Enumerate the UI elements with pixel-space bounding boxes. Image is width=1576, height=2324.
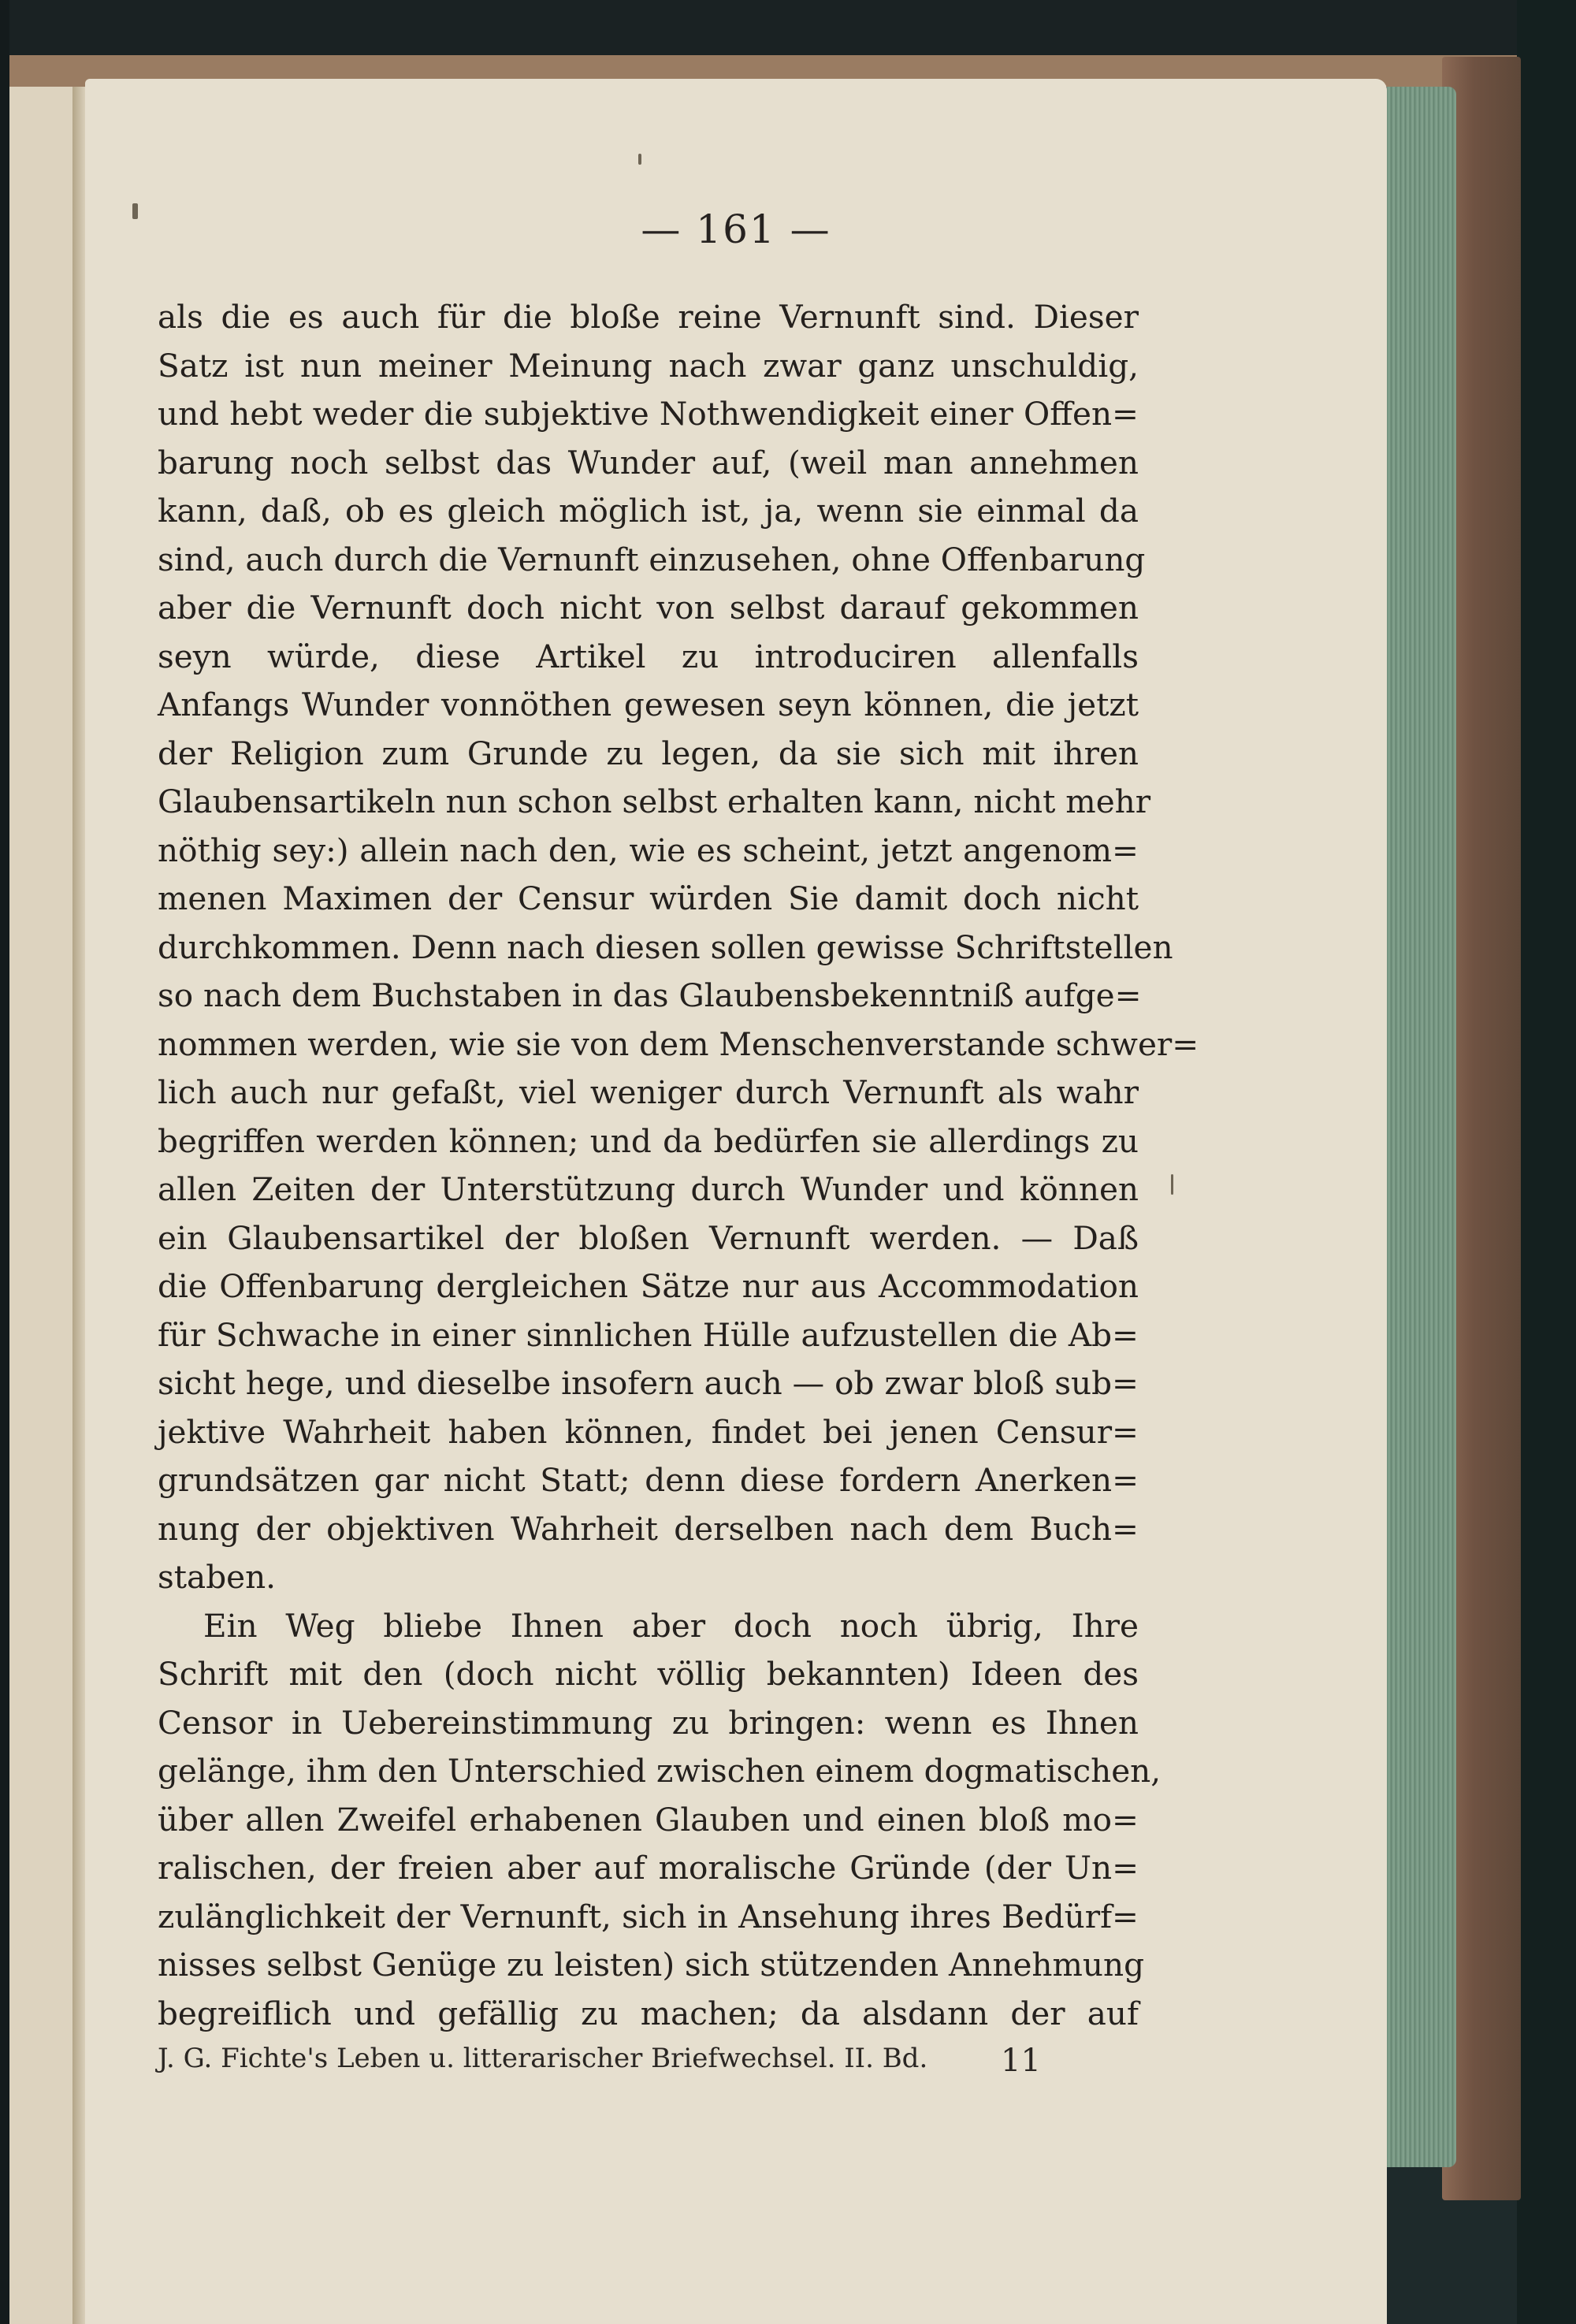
text-line: nommen werden, wie sie von dem Menschenverstande schwer= xyxy=(158,1024,1199,1063)
text-line: seyn würde, diese Artikel zu introduciren allenfalls xyxy=(158,637,1139,675)
page-block-edge xyxy=(1387,87,1456,2167)
text-line: Ein Weg bliebe Ihnen aber doch noch übrig, Ihre xyxy=(203,1606,1139,1645)
text-line: begriffen werden können; und da bedürfen sie allerdings zu xyxy=(158,1121,1139,1160)
text-line: lich auch nur gefaßt, viel weniger durch Vernunft als wahr xyxy=(158,1073,1139,1111)
text-line: kann, daß, ob es gleich möglich ist, ja, wenn sie einmal da xyxy=(158,492,1139,530)
text-line: und hebt weder die subjektive Nothwendigkeit einer Offen= xyxy=(158,395,1139,433)
page-footer xyxy=(158,2043,1139,2090)
text-line: menen Maximen der Censur würden Sie damit doch nicht xyxy=(158,879,1139,917)
signature-mark: 11 xyxy=(1001,2043,1041,2079)
text-line: aber die Vernunft doch nicht von selbst darauf gekommen xyxy=(158,589,1139,627)
text-line: durchkommen. Denn nach diesen sollen gewisse Schriftstellen xyxy=(158,928,1173,966)
text-line: grundsätzen gar nicht Statt; denn diese fordern Anerken= xyxy=(158,1461,1139,1499)
text-line: Glaubensartikeln nun schon selbst erhalten kann, nicht mehr xyxy=(158,783,1151,820)
text-line: die Offenbarung dergleichen Sätze nur aus Accommodation xyxy=(158,1267,1139,1305)
page-number-header: — 161 — xyxy=(641,206,831,252)
text-line: sicht hege, und dieselbe insofern auch — ob zwar bloß sub= xyxy=(158,1364,1139,1402)
facing-page-edge xyxy=(9,87,79,2324)
text-line: Anfangs Wunder vonnöthen gewesen seyn können, die jetzt xyxy=(158,686,1139,723)
page-body-text xyxy=(158,293,1199,2038)
text-line: Satz ist nun meiner Meinung nach zwar ganz unschuldig, xyxy=(158,346,1139,385)
text-line: nung der objektiven Wahrheit derselben nach dem Buch= xyxy=(158,1509,1139,1548)
scan-background-left xyxy=(0,0,9,2324)
text-line: allen Zeiten der Unterstützung durch Wunder und können xyxy=(158,1170,1139,1208)
text-line: nöthig sey:) allein nach den, wie es scheint, jetzt angenom= xyxy=(158,831,1139,869)
text-line: für Schwache in einer sinnlichen Hülle aufzustellen die Ab= xyxy=(158,1315,1139,1354)
text-line: zulänglichkeit der Vernunft, sich in Ansehung ihres Bedürf= xyxy=(158,1897,1139,1935)
text-line: barung noch selbst das Wunder auf, (weil man annehmen xyxy=(158,443,1139,482)
book-gutter xyxy=(72,87,85,2324)
text-line: ralischen, der freien aber auf moralische Gründe (der Un= xyxy=(158,1849,1139,1887)
text-line: Censor in Uebereinstimmung zu bringen: wenn es Ihnen xyxy=(158,1703,1139,1742)
scan-background-right xyxy=(1517,0,1576,2324)
text-line: gelänge, ihm den Unterschied zwischen einem dogmatischen, xyxy=(158,1752,1162,1790)
text-line: so nach dem Buchstaben in das Glaubensbekenntniß aufge= xyxy=(158,976,1142,1014)
text-line: als die es auch für die bloße reine Vernunft sind. Dieser xyxy=(158,298,1139,336)
footer-title: J. G. Fichte's Leben u. litterarischer Briefwechsel. II. Bd. xyxy=(158,2043,928,2074)
text-line: begreiflich und gefällig zu machen; da alsdann der auf xyxy=(158,1994,1139,2032)
text-line: der Religion zum Grunde zu legen, da sie sich mit ihren xyxy=(158,734,1139,772)
paper-speck xyxy=(1171,1174,1173,1195)
text-line: sind, auch durch die Vernunft einzusehen, ohne Offenbarung xyxy=(158,540,1146,578)
paper-speck xyxy=(638,154,641,165)
text-line: jektive Wahrheit haben können, findet bei jenen Censur= xyxy=(158,1412,1139,1451)
text-line: staben. xyxy=(158,1558,277,1596)
text-line: Schrift mit den (doch nicht völlig bekannten) Ideen des xyxy=(158,1655,1139,1693)
scan-background-top xyxy=(0,0,1576,55)
text-line: nisses selbst Genüge zu leisten) sich stützenden Annehmung xyxy=(158,1946,1144,1984)
text-line: ein Glaubensartikel der bloßen Vernunft werden. — Daß xyxy=(158,1218,1139,1257)
text-line: über allen Zweifel erhabenen Glauben und einen bloß mo= xyxy=(158,1800,1139,1839)
